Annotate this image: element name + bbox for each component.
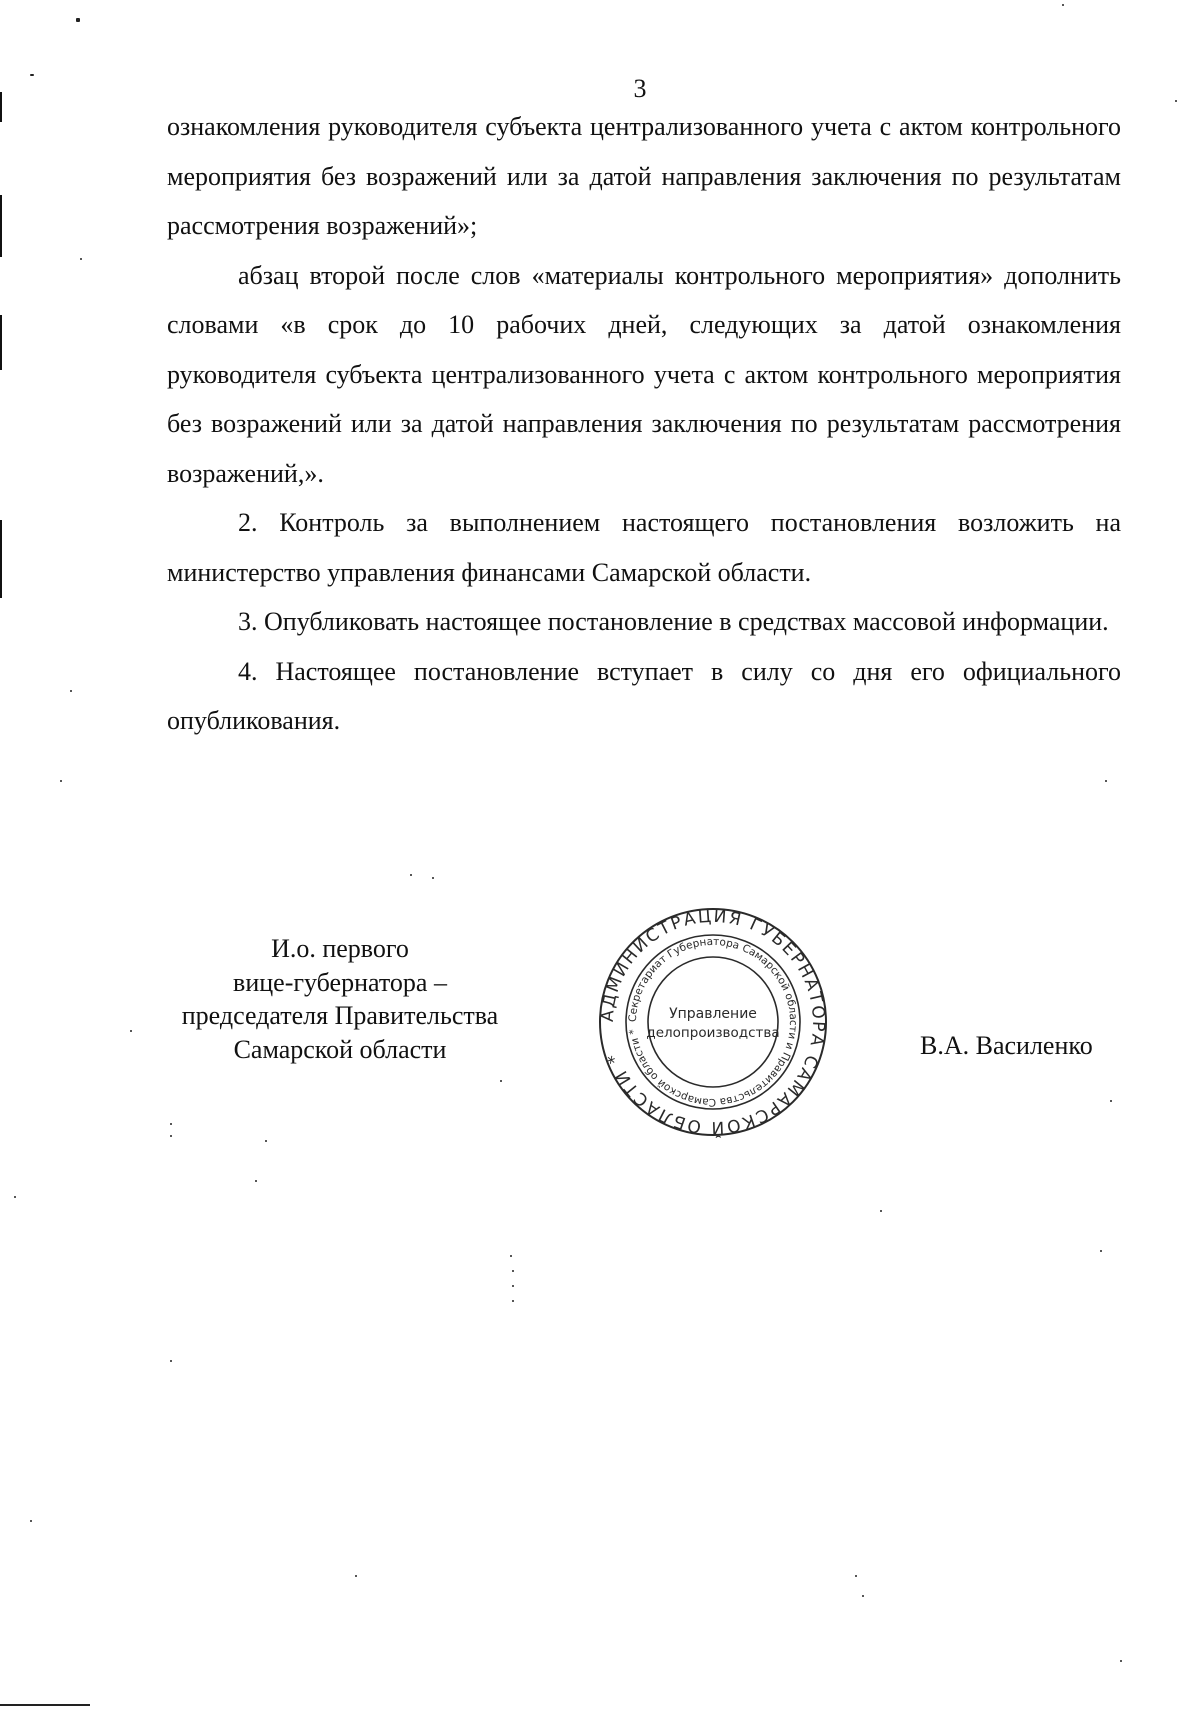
scan-bottom-rule bbox=[0, 1704, 90, 1706]
scan-speck bbox=[30, 1520, 32, 1522]
signatory-position-line: Самарской области bbox=[233, 1034, 447, 1064]
scan-speck bbox=[76, 18, 80, 22]
signatory-position-line: И.о. первого bbox=[271, 934, 409, 963]
scan-speck bbox=[255, 1180, 257, 1182]
scan-speck bbox=[512, 1270, 514, 1272]
paragraph-continuation: ознакомления руководителя субъекта централизованного учета с актом контрольного мероприятия без возражений или за датой направления заключения по результатам рассмотрения возражений»; bbox=[167, 112, 1121, 240]
scan-speck bbox=[500, 1080, 502, 1082]
paragraph-item-2: 2. Контроль за выполнением настоящего постановления возложить на министерство управления финансами Самарской области. bbox=[167, 508, 1121, 587]
scan-speck bbox=[60, 780, 62, 782]
document-body bbox=[167, 102, 1121, 746]
scan-speck bbox=[170, 1123, 172, 1125]
scan-edge-mark bbox=[0, 92, 2, 122]
scan-speck bbox=[855, 1575, 857, 1577]
scan-speck bbox=[14, 1196, 16, 1198]
scan-edge-mark bbox=[0, 315, 2, 370]
scan-speck bbox=[80, 258, 82, 260]
scan-speck bbox=[512, 1285, 514, 1287]
seal-center-line-1: Управление bbox=[669, 1006, 757, 1022]
paragraph-item-4: 4. Настоящее постановление вступает в силу со дня его официального опубликования. bbox=[167, 656, 1121, 735]
scan-speck bbox=[1100, 1250, 1102, 1252]
scan-speck bbox=[355, 1575, 357, 1577]
scan-speck bbox=[130, 1030, 132, 1032]
scan-speck bbox=[880, 1210, 882, 1212]
scan-speck bbox=[1110, 1100, 1112, 1102]
signatory-position-line: вице-губернатора – bbox=[233, 967, 447, 997]
scan-speck bbox=[432, 877, 434, 879]
scan-speck bbox=[30, 74, 34, 76]
signatory-position bbox=[155, 932, 525, 1066]
scan-edge-mark bbox=[0, 195, 2, 257]
scan-speck bbox=[1105, 780, 1107, 782]
scan-speck bbox=[512, 1300, 514, 1302]
scan-speck bbox=[170, 1360, 172, 1362]
seal-outer-text: АДМИНИСТРАЦИЯ ГУБЕРНАТОРА САМАРСКОЙ ОБЛАСТИ * bbox=[597, 906, 829, 1138]
signatory-position-line: председателя Правительства bbox=[181, 1001, 499, 1030]
seal-center-line-2: делопроизводства bbox=[646, 1025, 780, 1041]
paragraph-amendment: абзац второй после слов «материалы контрольного мероприятия» дополнить словами «в срок до 10 рабочих дней, следующих за датой ознакомления руководителя субъекта централизованного учета с актом контрольного мероприятия без возражений или за датой направления заключения по результатам рассмотрения возражений,». bbox=[167, 260, 1121, 488]
scan-speck bbox=[410, 874, 412, 876]
signatory-name: В.А. Василенко bbox=[920, 1031, 1093, 1060]
scan-speck bbox=[862, 1595, 864, 1597]
scan-speck bbox=[265, 1140, 267, 1142]
scan-speck bbox=[1120, 1660, 1122, 1662]
paragraph-item-3: 3. Опубликовать настоящее постановление в средствах массовой информации. bbox=[238, 607, 1109, 636]
official-seal-stamp bbox=[597, 906, 829, 1138]
scan-speck bbox=[170, 1135, 172, 1137]
scan-edge-mark bbox=[0, 520, 2, 598]
scan-speck bbox=[510, 1255, 512, 1257]
scan-speck bbox=[1062, 4, 1064, 6]
page-number: 3 bbox=[633, 74, 647, 103]
scan-speck bbox=[70, 690, 72, 692]
scan-speck bbox=[1175, 100, 1177, 102]
seal-inner-text: Секретариат Губернатора Самарской области и Правительства Самарской области * bbox=[626, 935, 800, 1109]
